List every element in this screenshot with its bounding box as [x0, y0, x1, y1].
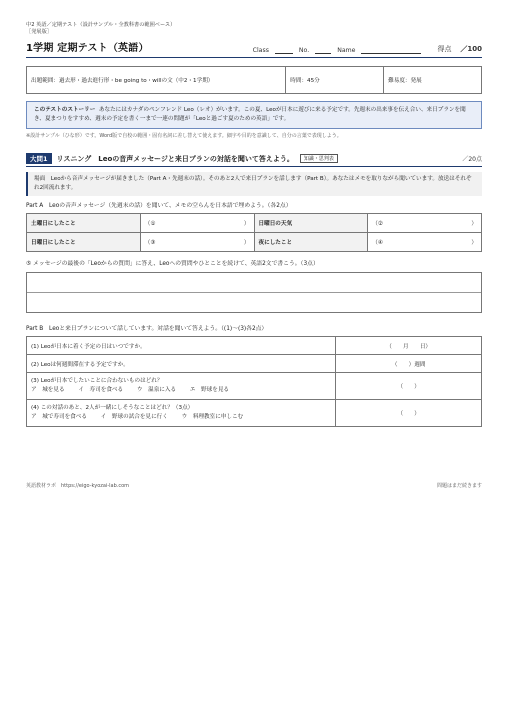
- sample-note: ※設計サンプル（ひな形）です。Word版で自校の範囲・固有名詞に差し替えて使えます。細字や目的を意識して、自分の言葉で表現しよう。: [26, 133, 342, 139]
- questions-table: [26, 336, 482, 427]
- answer-number: （④: [372, 240, 383, 246]
- memo-answer-3[interactable]: [140, 233, 254, 252]
- answer-number: （①: [144, 221, 156, 227]
- table-row: [27, 233, 482, 252]
- question-text: (4) この対話のあと、2人が一緒にしそうなことはどれ？（3点）: [31, 405, 194, 411]
- choice-item: エ 野球を見る: [189, 387, 230, 393]
- time-cell: 時間：45分: [286, 67, 384, 94]
- part-b-instruction: Part B Leoと来日プランについて話しています。対話を聞いて答えよう。（(1)〜(3)各2点）: [26, 326, 268, 332]
- memo-label: 土曜日にしたこと: [27, 214, 141, 233]
- answer-cell[interactable]: （ ）: [336, 400, 482, 427]
- choice-item: ア 城を見る: [31, 387, 65, 393]
- page-title: 1学期 定期テスト（英語）: [26, 43, 149, 54]
- choice-item: ア 城で寿司を食べる: [31, 414, 87, 420]
- table-row: [27, 400, 482, 427]
- question-text: (2) Leoは何週間滞在する予定ですか。: [27, 355, 336, 373]
- choice-list: [31, 386, 331, 395]
- page-header: [26, 39, 482, 58]
- choice-item: ウ 料理教室に申しこむ: [181, 414, 244, 420]
- level-label: ［発展版］: [26, 29, 52, 35]
- choice-item: イ 寿司を食べる: [78, 387, 124, 393]
- table-row: [27, 214, 482, 233]
- table-row: [27, 373, 482, 400]
- scope-cell: 出題範囲：過去形・過去進行形・be going to・willの文（中2・1学期）: [27, 67, 286, 94]
- class-label: Class: [252, 47, 269, 54]
- answer-cell[interactable]: （ ）: [336, 373, 482, 400]
- class-field[interactable]: [275, 46, 293, 54]
- name-label: Name: [337, 47, 356, 54]
- section-points: ／20点: [462, 156, 482, 163]
- question-cell: [27, 400, 336, 427]
- story-heading: このテストのストーリー: [34, 107, 96, 113]
- memo-answer-4[interactable]: [368, 233, 482, 252]
- no-field[interactable]: [315, 46, 331, 54]
- footer-continue: 問題はまだ続きます: [436, 483, 482, 489]
- table-row: [27, 337, 482, 355]
- writing-line[interactable]: [27, 293, 481, 312]
- story-box: [26, 101, 482, 129]
- no-label: No.: [298, 47, 310, 54]
- score-box: [437, 44, 482, 54]
- section-badge: 大問1: [26, 153, 52, 164]
- skill-tag: 知識・思判表: [300, 154, 338, 163]
- answer-close: ）: [471, 240, 477, 246]
- memo-label: 夜にしたこと: [254, 233, 368, 252]
- memo-answer-1[interactable]: [140, 214, 254, 233]
- info-table: [26, 66, 482, 94]
- writing-box[interactable]: [26, 272, 482, 313]
- part-a-instruction: Part A Leoの音声メッセージ（先週末の話）を聞いて、メモの空らんを日本語で埋めよう。（各2点）: [26, 203, 292, 209]
- answer-cell[interactable]: （ 月 日）: [336, 337, 482, 355]
- question-text: (3) Leoが日本でしたいことに合わないものはどれ？: [31, 378, 163, 384]
- scene-instruction: 場面 Leoから音声メッセージが届きました（Part A・先週末の話）。そのあと2人で来日プランを話します（Part B）。あなたはメモを取りながら聞いています。放送はそれぞれ2回流れます。: [26, 172, 482, 196]
- section-title: リスニング Leoの音声メッセージと来日プランの対話を聞いて答えよう。: [56, 154, 294, 163]
- memo-table: [26, 213, 482, 252]
- question-text: (1) Leoが日本に着く予定の日はいつですか。: [27, 337, 336, 355]
- answer-close: ）: [243, 240, 250, 246]
- answer-close: ）: [243, 221, 250, 227]
- answer-number: （②: [372, 221, 383, 227]
- choice-item: ウ 温泉に入る: [136, 387, 177, 393]
- score-total: ／100: [460, 45, 482, 53]
- student-info: [253, 44, 482, 54]
- difficulty-cell: 難易度：発展: [384, 67, 482, 94]
- breadcrumb: 中2 英語／定期テスト（設計サンプル・全教科書の範囲ベース）: [26, 22, 176, 28]
- question-5: ⑤ メッセージの最後の「Leoからの質問」に答え、Leoへの質問やひとことを続けて、英語2文で書こう。（3点）: [26, 261, 319, 267]
- answer-cell[interactable]: （ ）週間: [336, 355, 482, 373]
- memo-answer-2[interactable]: [368, 214, 482, 233]
- story-body: あなたにはカナダのペンフレンド Leo（レオ）がいます。この夏、Leoが日本に遊びに来る予定です。先週末の出来事を伝え合い、来日プランを聞き、夏まつりをすすめ、週末の予定を書く一まで一連の問題が「Leoと過ごす夏のための英語」です。: [34, 107, 466, 122]
- memo-label: 日曜日にしたこと: [27, 233, 141, 252]
- answer-number: （③: [144, 240, 156, 246]
- footer-source: 英語教材ラボ https://eigo-kyozai-lab.com: [26, 483, 130, 489]
- section-header: [26, 153, 482, 167]
- score-label: 得点: [437, 45, 452, 53]
- page-footer: [26, 482, 482, 489]
- choice-list: [31, 413, 331, 422]
- table-row: [27, 355, 482, 373]
- writing-line[interactable]: [27, 273, 481, 293]
- name-field[interactable]: [361, 46, 421, 54]
- answer-close: ）: [471, 221, 477, 227]
- choice-item: イ 野球の試合を見に行く: [100, 414, 168, 420]
- question-cell: [27, 373, 336, 400]
- memo-label: 日曜日の天気: [254, 214, 368, 233]
